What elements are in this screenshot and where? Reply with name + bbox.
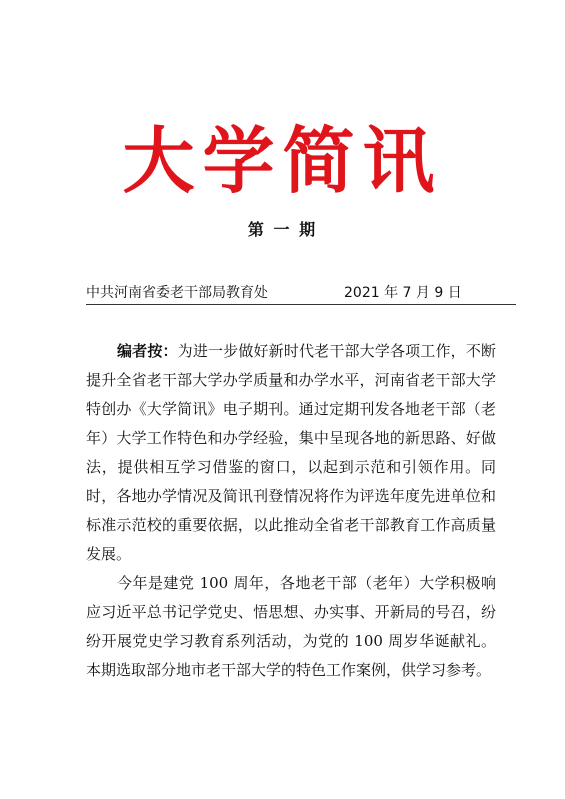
publisher: 中共河南省委老干部局教育处 xyxy=(86,285,268,301)
publication-date: 2021 年 7 月 9 日 xyxy=(344,285,462,301)
article-paragraph: 今年是建党 100 周年，各地老干部（老年）大学积极响应习近平总书记学党史、悟思想、办实事、开新局的号召，纷纷开展党史学习教育系列活动，为党的 100 周岁华诞献礼。本期选取部分地市老干部大学的特色工作案例，供学习参考。 xyxy=(86,574,496,679)
editor-note-label: 编者按： xyxy=(117,342,178,360)
editor-note-paragraph xyxy=(86,337,496,569)
publication-info xyxy=(86,282,506,304)
issue-number: 第 一 期 xyxy=(247,220,318,239)
header-divider xyxy=(86,304,516,305)
editor-note-text: 为进一步做好新时代老干部大学各项工作，不断提升全省老干部大学办学质量和办学水平，河南省老干部大学特创办《大学简讯》电子期刊。通过定期刊发各地老干部（老年）大学工作特色和办学经验，集中呈现各地的新思路、好做法，提供相互学习借鉴的窗口，以起到示范和引领作用。同时，各地办学情况及简讯刊登情况将作为评选年度先进单位和标准示范校的重要依据，以此推动全省老干部教育工作高质量发展。 xyxy=(86,342,496,563)
bulletin-title: 大学简讯 xyxy=(122,118,443,203)
article-body xyxy=(86,337,496,685)
